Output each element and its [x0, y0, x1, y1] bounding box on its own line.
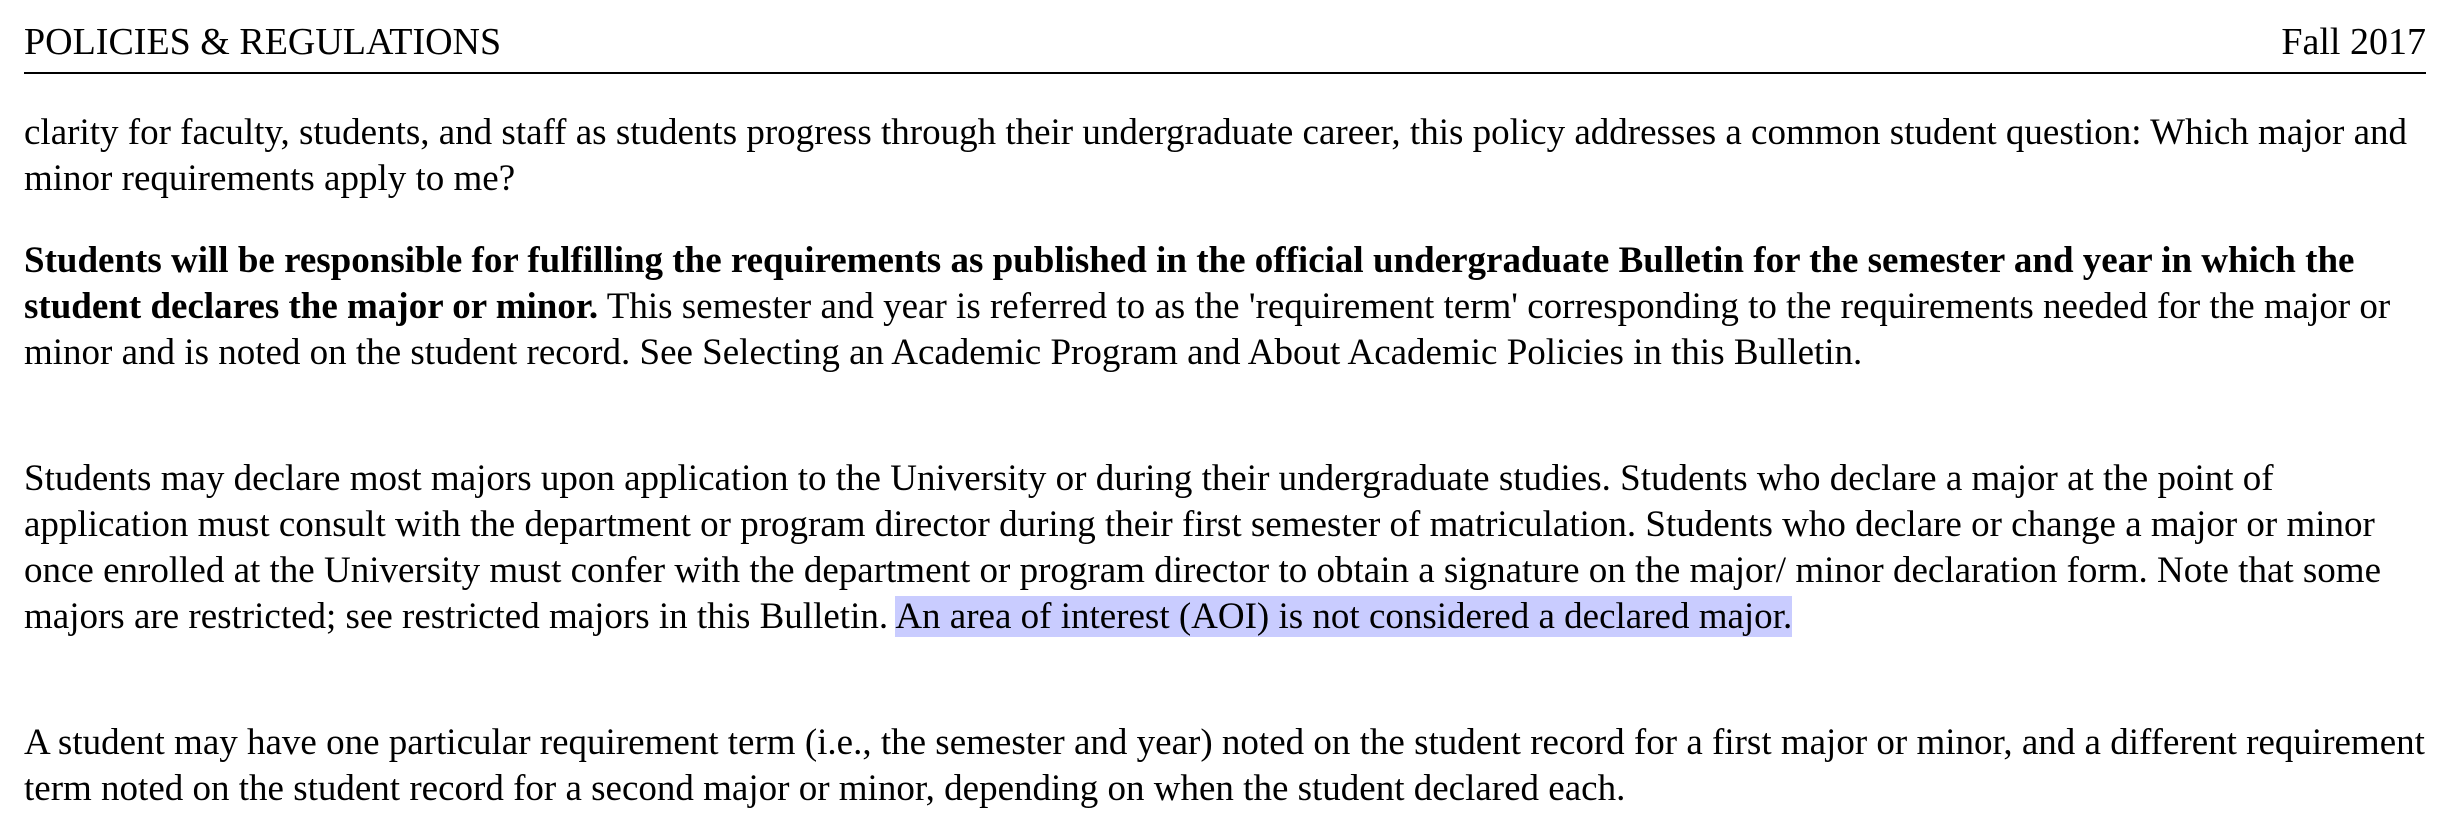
header-term: Fall 2017: [2281, 21, 2426, 63]
paragraph-requirement-term[interactable]: [24, 720, 2429, 812]
paragraph-responsibility-text[interactable]: This semester and year is referred to as the 'requirement term' corresponding to the requirements needed for the major or minor and is noted on the student record. See Selecting an Academic Program and About Academic Policies in this Bulletin.: [24, 286, 2391, 373]
paragraph-declaration[interactable]: [24, 456, 2429, 640]
paragraph-declaration-text[interactable]: Students may declare most majors upon application to the University or during their undergraduate studies. Students who declare a major at the point of application must consult with the department or program director during their first semester of matriculation. Students who declare or change a major or minor once enrolled at the University must confer with the department or program director to obtain a signature on the major/ minor declaration form. Note that some majors are restricted; see restricted majors in this Bulletin.: [24, 458, 2381, 637]
paragraph-intro[interactable]: [24, 110, 2429, 202]
header-section-title: POLICIES & REGULATIONS: [24, 21, 502, 63]
paragraph-intro-text[interactable]: clarity for faculty, students, and staff as students progress through their undergraduate career, this policy addresses a common student question: Which major and minor requirements apply to me?: [24, 112, 2408, 199]
highlighted-selection[interactable]: An area of interest (AOI) is not considered a declared major.: [895, 596, 1793, 637]
paragraph-responsibility-bold[interactable]: Students will be responsible for fulfilling the requirements as published in the official undergraduate Bulletin for the semester and year in which the student declares the major or minor.: [24, 240, 2355, 327]
page-header: [24, 18, 2426, 74]
paragraph-requirement-term-text[interactable]: A student may have one particular requirement term (i.e., the semester and year) noted on the student record for a first major or minor, and a different requirement term noted on the student record for a second major or minor, depending on when the student declared each.: [24, 722, 2425, 809]
paragraph-responsibility[interactable]: [24, 238, 2429, 376]
